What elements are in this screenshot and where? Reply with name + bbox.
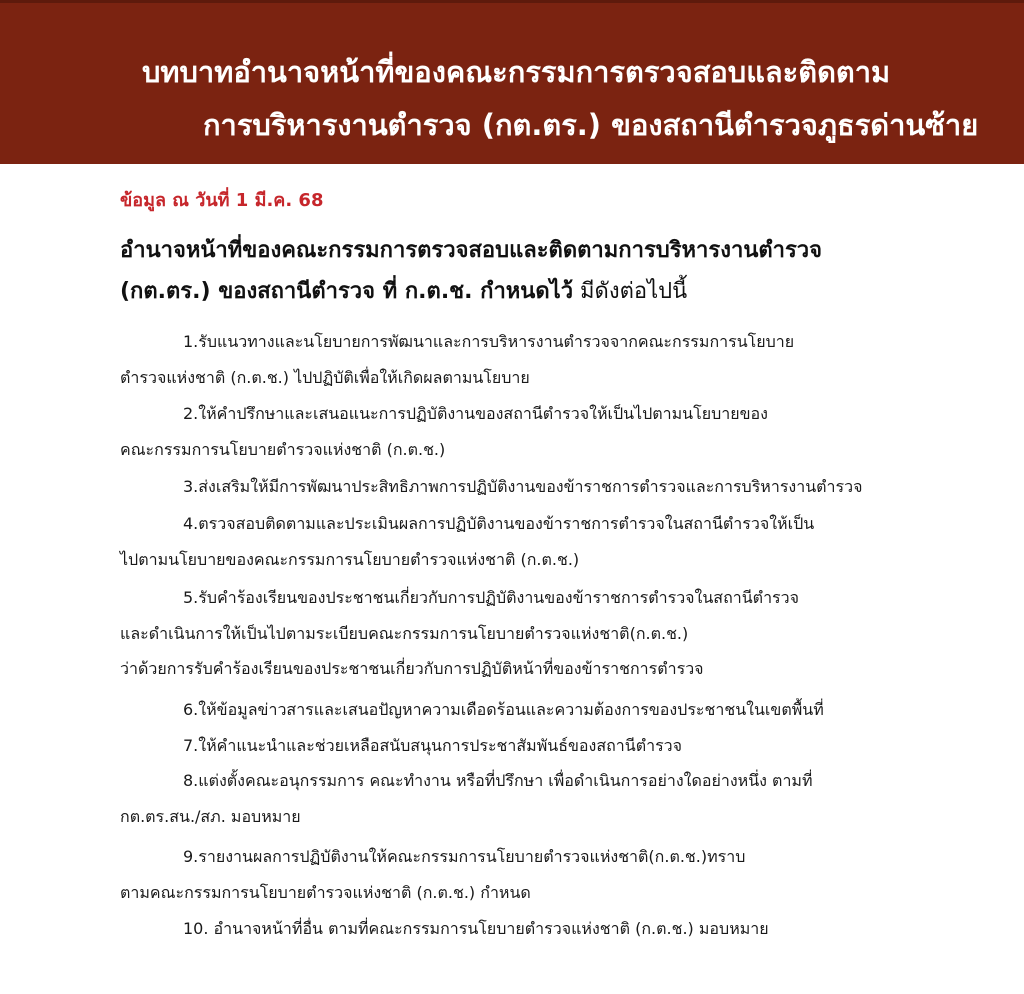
duty-item-5-line-2: และดำเนินการให้เป็นไปตามระเบียบคณะกรรมการนโยบายตำรวจแห่งชาติ(ก.ต.ช.) xyxy=(120,624,689,643)
duty-item-4-line-1: 4.ตรวจสอบติดตามและประเมินผลการปฏิบัติงานของข้าราชการตำรวจในสถานีตำรวจให้เป็น xyxy=(183,514,815,533)
duty-item-6-line-1: 6.ให้ข้อมูลข่าวสารและเสนอปัญหาความเดือดร้อนและความต้องการของประชาชนในเขตพื้นที่ xyxy=(183,700,824,719)
duty-item-2-line-2: คณะกรรมการนโยบายตำรวจแห่งชาติ (ก.ต.ช.) xyxy=(120,440,446,459)
title-banner xyxy=(0,0,1024,164)
duty-item-10-line-1: 10. อำนาจหน้าที่อื่น ตามที่คณะกรรมการนโยบายตำรวจแห่งชาติ (ก.ต.ช.) มอบหมาย xyxy=(183,919,769,938)
duty-item-8-line-1: 8.แต่งตั้งคณะอนุกรรมการ คณะทำงาน หรือที่ปรึกษา เพื่อดำเนินการอย่างใดอย่างหนึ่ง ตามที่ xyxy=(183,771,813,790)
banner-title-line-2: การบริหารงานตำรวจ (กต.ตร.) ของสถานีตำรวจภูธรด่านซ้าย xyxy=(203,108,979,142)
duty-item-9-line-1: 9.รายงานผลการปฏิบัติงานให้คณะกรรมการนโยบายตำรวจแห่งชาติ(ก.ต.ช.)ทราบ xyxy=(183,847,746,866)
duty-item-9-line-2: ตามคณะกรรมการนโยบายตำรวจแห่งชาติ (ก.ต.ช.) กำหนด xyxy=(120,883,531,902)
duty-item-1-line-1: 1.รับแนวทางและนโยบายการพัฒนาและการบริหารงานตำรวจจากคณะกรรมการนโยบาย xyxy=(183,332,795,351)
duty-item-3-line-1: 3.ส่งเสริมให้มีการพัฒนาประสิทธิภาพการปฏิบัติงานของข้าราชการตำรวจและการบริหารงานตำรวจ xyxy=(183,477,863,496)
section-heading-line-1: อำนาจหน้าที่ของคณะกรรมการตรวจสอบและติดตามการบริหารงานตำรวจ xyxy=(120,238,823,263)
banner-title-line-1: บทบาทอำนาจหน้าที่ของคณะกรรมการตรวจสอบและติดตาม xyxy=(142,55,891,89)
duty-item-4-line-2: ไปตามนโยบายของคณะกรรมการนโยบายตำรวจแห่งชาติ (ก.ต.ช.) xyxy=(120,550,580,569)
section-heading-line-2 xyxy=(120,281,687,303)
duty-item-5-line-3: ว่าด้วยการรับคำร้องเรียนของประชาชนเกี่ยวกับการปฏิบัติหน้าที่ของข้าราชการตำรวจ xyxy=(120,659,704,678)
duty-item-1-line-2: ตำรวจแห่งชาติ (ก.ต.ช.) ไปปฏิบัติเพื่อให้เกิดผลตามนโยบาย xyxy=(120,368,530,387)
duty-item-7-line-1: 7.ให้คำแนะนำและช่วยเหลือสนับสนุนการประชาสัมพันธ์ของสถานีตำรวจ xyxy=(183,736,683,755)
duty-item-5-line-1: 5.รับคำร้องเรียนของประชาชนเกี่ยวกับการปฏิบัติงานของข้าราชการตำรวจในสถานีตำรวจ xyxy=(183,588,800,607)
section-heading-normal: มีดังต่อไปนี้ xyxy=(573,279,688,304)
date-note: ข้อมูล ณ วันที่ 1 มี.ค. 68 xyxy=(120,190,324,211)
duty-item-8-line-2: กต.ตร.สน./สภ. มอบหมาย xyxy=(120,807,301,826)
duty-item-2-line-1: 2.ให้คำปรึกษาและเสนอแนะการปฏิบัติงานของสถานีตำรวจให้เป็นไปตามนโยบายของ xyxy=(183,404,768,423)
section-heading-bold: (กต.ตร.) ของสถานีตำรวจ ที่ ก.ต.ช. กำหนดไว้ xyxy=(120,279,574,304)
